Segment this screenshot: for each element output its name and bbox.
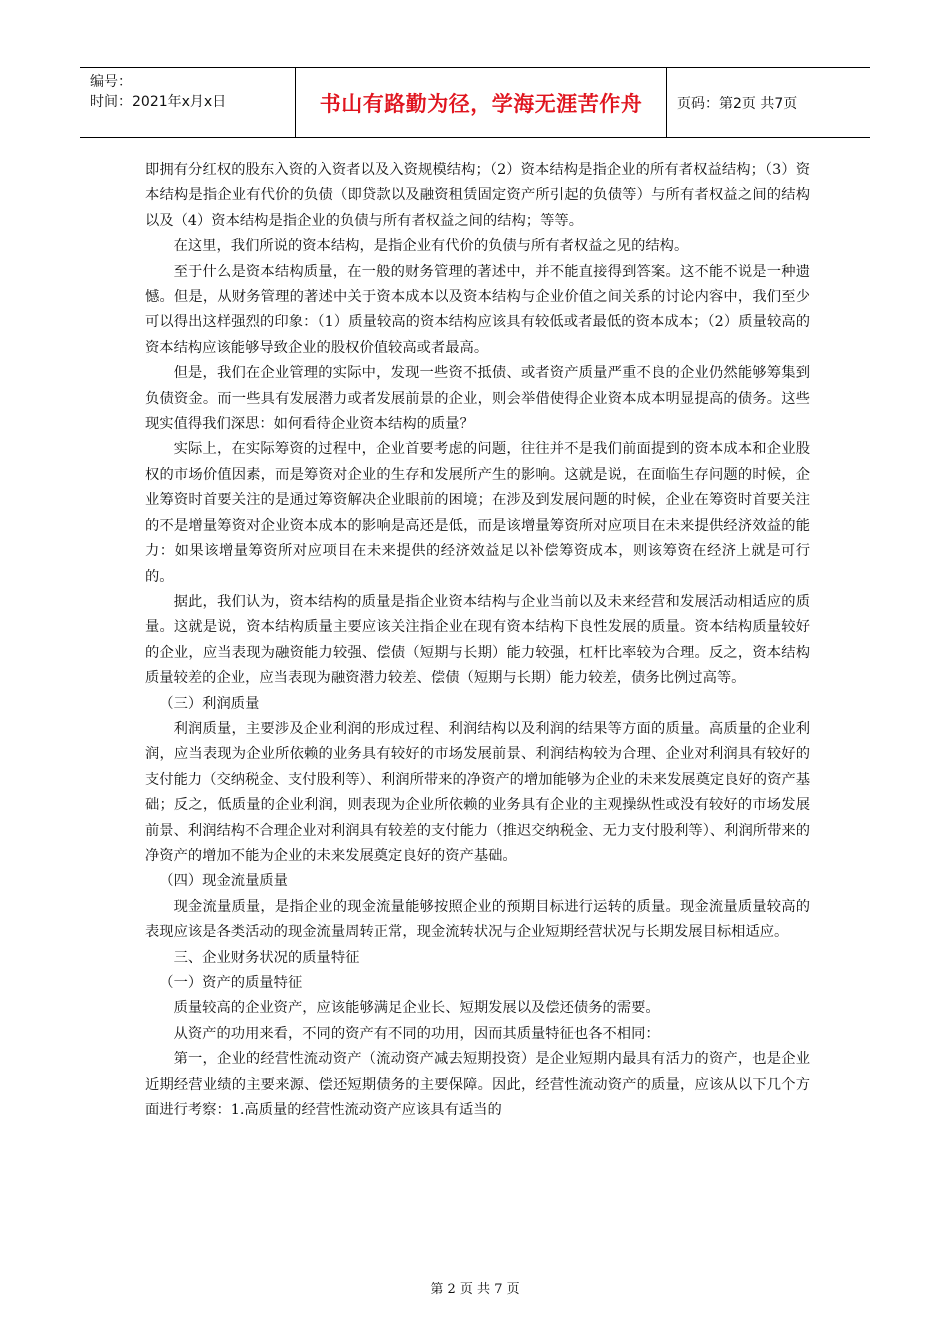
page-header	[80, 67, 870, 138]
paragraph: 但是，我们在企业管理的实际中，发现一些资不抵债、或者资产质量严重不良的企业仍然能够筹集到负债资金。而一些具有发展潜力或者发展前景的企业，则会举借使得企业资本成本明显提高的债务。这些现实值得我们深思：如何看待企业资本结构的质量？	[145, 365, 810, 433]
section-heading: （三）利润质量	[159, 695, 260, 712]
section-heading: （四）现金流量质量	[159, 873, 288, 890]
header-meta	[80, 68, 296, 137]
paragraph: 利润质量，主要涉及企业利润的形成过程、利润结构以及利润的结果等方面的质量。高质量的企业利润，应当表现为企业所依赖的业务具有较好的市场发展前景、利润结构较为合理、企业对利润具有较好的支付能力（交纳税金、支付股利等）、利润所带来的净资产的增加能够为企业的未来发展奠定良好的资产基础；反之，低质量的企业利润，则表现为企业所依赖的业务具有企业的主观操纵性或没有较好的市场发展前景、利润结构不合理企业对利润具有较差的支付能力（推迟交纳税金、无力支付股利等）、利润所带来的净资产的增加不能为企业的未来发展奠定良好的资产基础。	[145, 720, 810, 864]
document-body	[145, 158, 810, 1123]
paragraph: 第一，企业的经营性流动资产（流动资产减去短期投资）是企业短期内最具有活力的资产，也是企业近期经营业绩的主要来源、偿还短期债务的主要保障。因此，经营性流动资产的质量，应该从以下几个方面进行考察：1.高质量的经营性流动资产应该具有适当的	[145, 1051, 810, 1119]
header-motto: 书山有路勤为径，学海无涯苦作舟	[296, 68, 667, 137]
paragraph: 至于什么是资本结构质量，在一般的财务管理的著述中，并不能直接得到答案。这不能不说是一种遗憾。但是，从财务管理的著述中关于资本成本以及资本结构与企业价值之间关系的讨论内容中，我们至少可以得出这样强烈的印象：（1）质量较高的资本结构应该具有较低或者最低的资本成本；（2）质量较高的资本结构应该能够导致企业的股权价值较高或者最高。	[145, 263, 810, 356]
paragraph: 即拥有分红权的股东入资的入资者以及入资规模结构；（2）资本结构是指企业的所有者权益结构；（3）资本结构是指企业有代价的负债（即贷款以及融资租赁固定资产所引起的负债等）与所有者权益之间的结构以及（4）资本结构是指企业的负债与所有者权益之间的结构；等等。	[145, 162, 810, 229]
paragraph: 现金流量质量，是指企业的现金流量能够按照企业的预期目标进行运转的质量。现金流量质量较高的表现应该是各类活动的现金流量周转正常，现金流转状况与企业短期经营状况与长期发展目标相适应。	[145, 898, 810, 941]
document-time-label: 时间：2021年x月x日	[90, 94, 227, 110]
paragraph: 质量较高的企业资产，应该能够满足企业长、短期发展以及偿还债务的需要。	[173, 1000, 660, 1017]
section-heading: 三、企业财务状况的质量特征	[173, 949, 360, 966]
paragraph: 从资产的功用来看，不同的资产有不同的功用，因而其质量特征也各不相同：	[173, 1025, 660, 1042]
paragraph: 在这里，我们所说的资本结构，是指企业有代价的负债与所有者权益之见的结构。	[173, 238, 689, 255]
header-page-number: 页码：第2页 共7页	[677, 95, 798, 112]
document-number-label: 编号：	[90, 74, 132, 90]
section-heading: （一）资产的质量特征	[159, 975, 303, 991]
page-footer: 第 2 页 共 7 页	[430, 1282, 520, 1297]
paragraph: 实际上，在实际筹资的过程中，企业首要考虑的问题，往往并不是我们前面提到的资本成本和企业股权的市场价值因素，而是筹资对企业的生存和发展所产生的影响。这就是说，在面临生存问题的时候，企业筹资时首要关注的是通过筹资解决企业眼前的困境；在涉及到发展问题的时候，企业在筹资时首要关注的不是增量筹资对企业资本成本的影响是高还是低，而是该增量筹资所对应项目在未来提供经济效益的能力：如果该增量筹资所对应项目在未来提供的经济效益足以补偿筹资成本，则该筹资在经济上就是可行的。	[145, 441, 810, 585]
paragraph: 据此，我们认为，资本结构的质量是指企业资本结构与企业当前以及未来经营和发展活动相适应的质量。这就是说，资本结构质量主要应该关注指企业在现有资本结构下良性发展的质量。资本结构质量较好的企业，应当表现为融资能力较强、偿债（短期与长期）能力较强，杠杆比率较为合理。反之，资本结构质量较差的企业，应当表现为融资潜力较差、偿债（短期与长期）能力较差，债务比例过高等。	[145, 593, 810, 687]
